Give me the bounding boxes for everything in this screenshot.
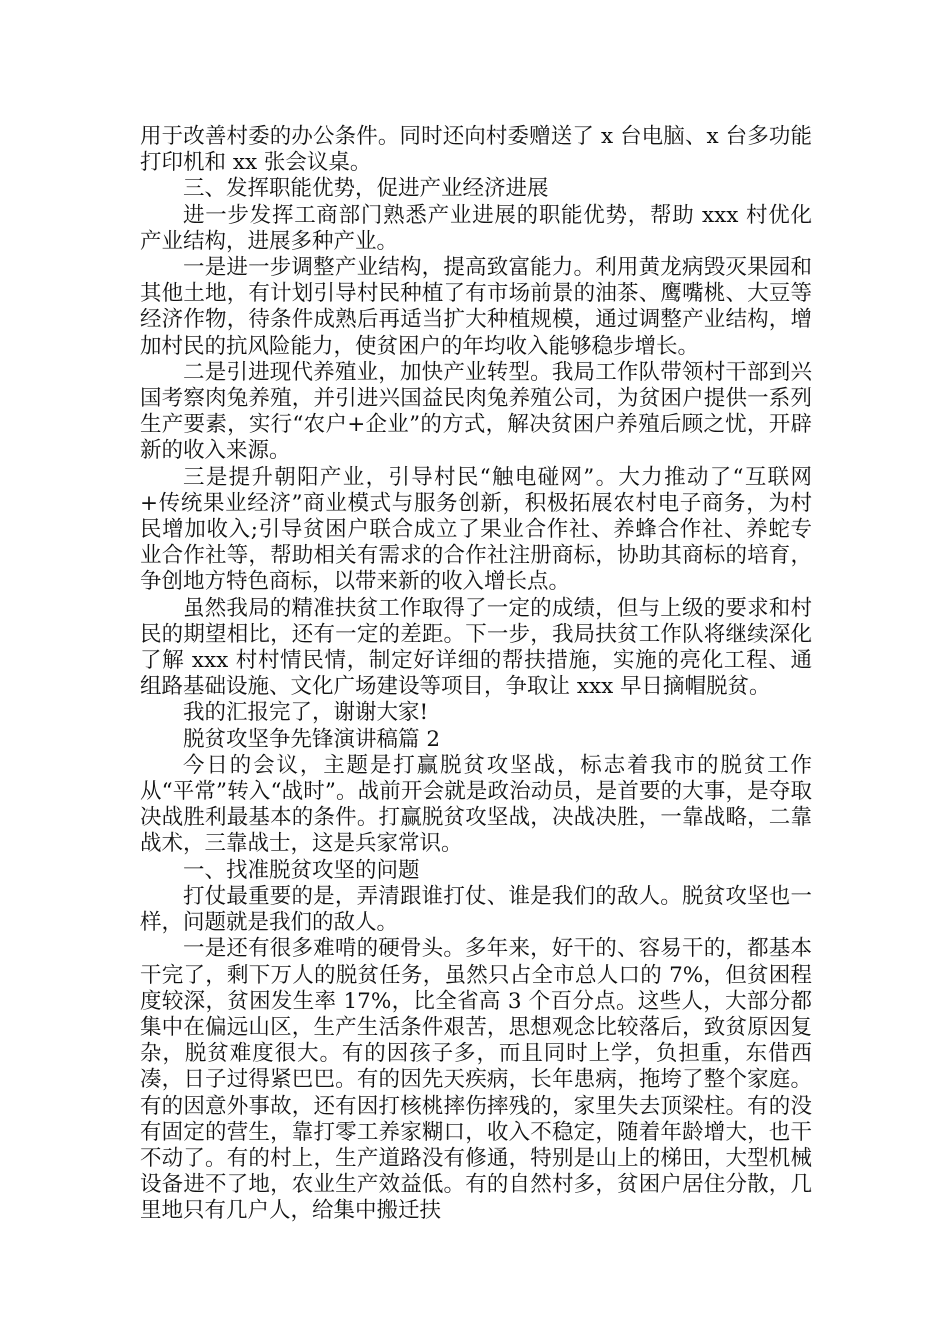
section-heading: 一、找准脱贫攻坚的问题 — [183, 857, 420, 883]
section-heading: 三、发挥职能优势，促进产业经济进展 — [183, 176, 549, 202]
article-title: 脱贫攻坚争先锋演讲稿篇 2 — [183, 726, 441, 752]
paragraph: 今日的会议，主题是打赢脱贫攻坚战，标志着我市的脱贫工作从“平常”转入“战时”。战前开会就是政治动员，是首要的大事，是夺取决战胜利最基本的条件。打赢脱贫攻坚战，决战决胜，一靠战略，二靠战术，三靠战士，这是兵家常识。 — [140, 752, 812, 857]
paragraph: 进一步发挥工商部门熟悉产业进展的职能优势，帮助 xxx 村优化产业结构，进展多种产业。 — [140, 202, 812, 254]
paragraph: 打仗最重要的是，弄清跟谁打仗、谁是我们的敌人。脱贫攻坚也一样，问题就是我们的敌人。 — [140, 883, 812, 936]
paragraph: 一是进一步调整产业结构，提高致富能力。利用黄龙病毁灭果园和其他土地，有计划引导村民种植了有市场前景的油茶、鹰嘴桃、大豆等经济作物，待条件成熟后再适当扩大种植规模，通过调整产业结构，增加村民的抗风险能力，使贫困户的年均收入能够稳步增长。 — [140, 255, 812, 359]
closing-line: 我的汇报完了，谢谢大家! — [183, 700, 429, 726]
paragraph: 虽然我局的精准扶贫工作取得了一定的成绩，但与上级的要求和村民的期望相比，还有一定的差距。下一步，我局扶贫工作队将继续深化了解 xxx 村村情民情，制定好详细的帮扶措施，实施的亮化工程、通组路基础设施、文化广场建设等项目，争取让 xxx 早日摘帽脱贫。 — [140, 595, 812, 700]
paragraph: 二是引进现代养殖业，加快产业转型。我局工作队带领村干部到兴国考察肉兔养殖，并引进兴国益民肉兔养殖公司，为贫困户提供一系列生产要素，实行“农户+企业”的方式，解决贫困户养殖后顾之忧，开辟新的收入来源。 — [140, 359, 812, 464]
paragraph: 三是提升朝阳产业，引导村民“触电碰网”。大力推动了“互联网+传统果业经济”商业模式与服务创新，积极拓展农村电子商务，为村民增加收入;引导贫困户联合成立了果业合作社、养蜂合作社、养蛇专业合作社等，帮助相关有需求的合作社注册商标，协助其商标的培育，争创地方特色商标，以带来新的收入增长点。 — [140, 464, 812, 595]
paragraph: 一是还有很多难啃的硬骨头。多年来，好干的、容易干的，都基本干完了，剩下万人的脱贫任务，虽然只占全市总人口的 7%，但贫困程度较深，贫困发生率 17%，比全省高 3 个百分点。这些人，大部分都集中在偏远山区，生产生活条件艰苦，思想观念比较落后，致贫原因复杂，脱贫难度很大。有的因孩子多，而且同时上学，负担重，东借西凑，日子过得紧巴巴。有的因先天疾病，长年患病，拖垮了整个家庭。有的因意外事故，还有因打核桃摔伤摔残的，家里失去顶梁柱。有的没有固定的营生，靠打零工养家糊口，收入不稳定，随着年龄增大，也干不动了。有的村上，生产道路没有修通，特别是山上的梯田，大型机械设备进不了地，农业生产效益低。有的自然村多，贫困户居住分散，几里地只有几户人，给集中搬迁扶 — [140, 936, 812, 1224]
paragraph-continued: 用于改善村委的办公条件。同时还向村委赠送了 x 台电脑、x 台多功能打印机和 xx 张会议桌。 — [140, 124, 812, 176]
document-page — [140, 124, 812, 1225]
